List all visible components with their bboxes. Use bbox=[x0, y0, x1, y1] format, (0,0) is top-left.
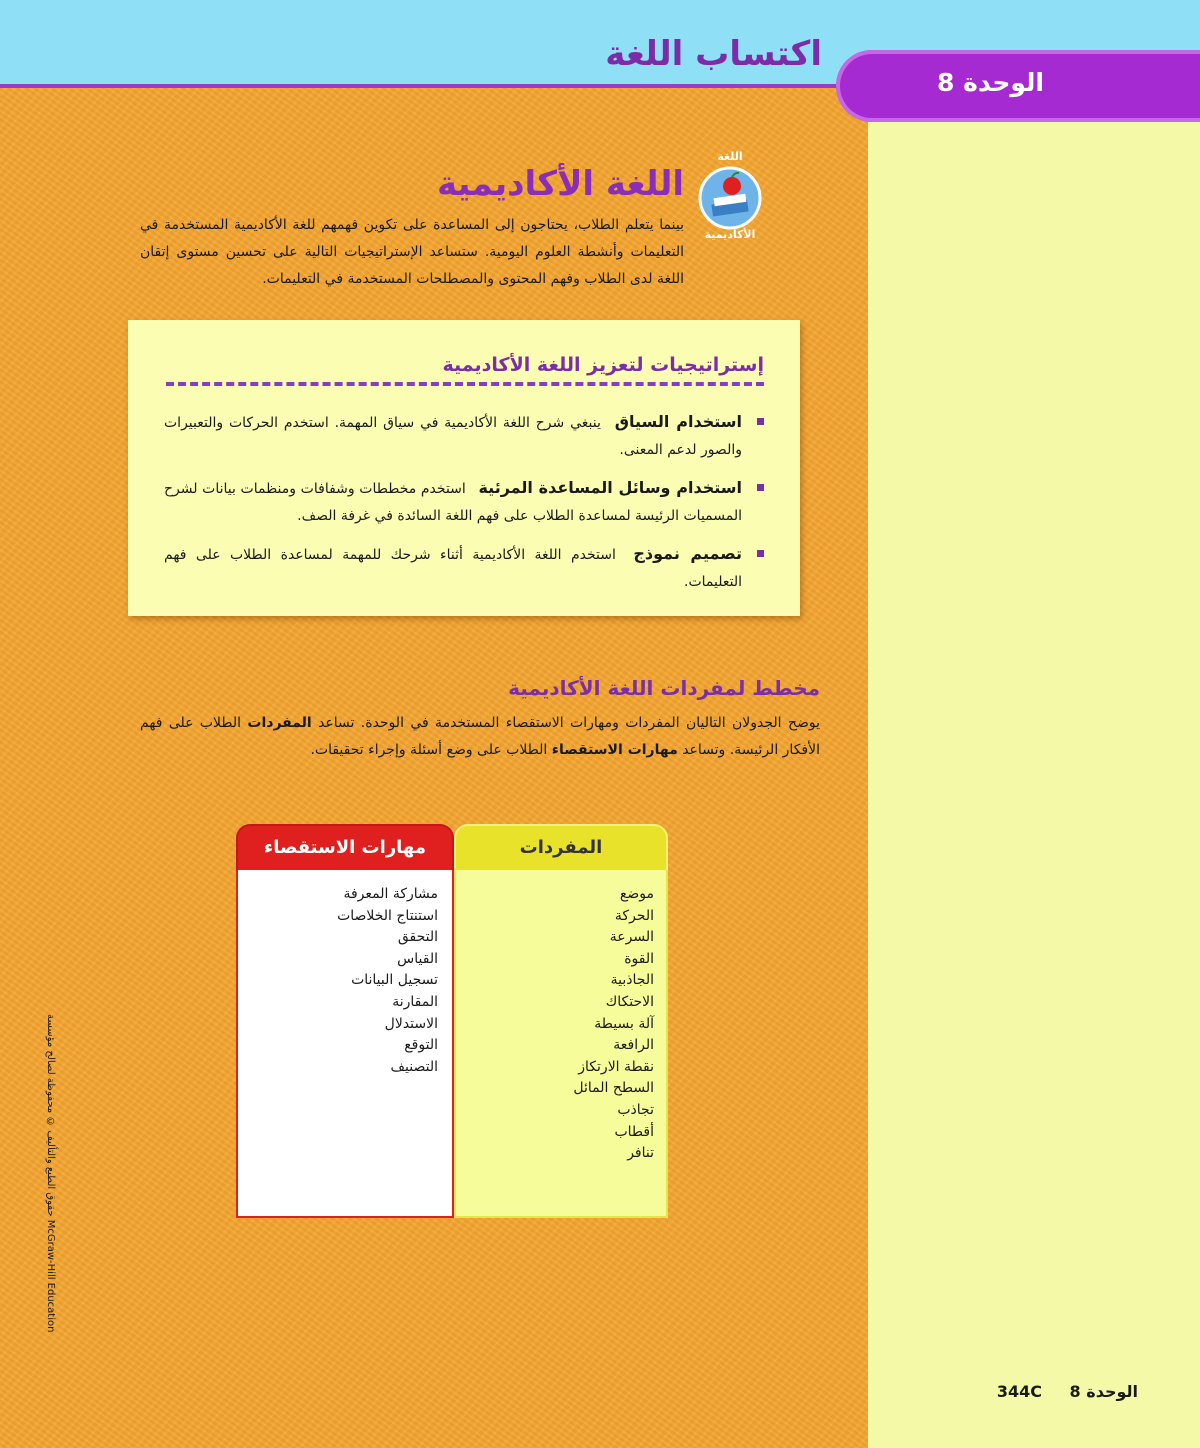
vocabulary-item: الجاذبية bbox=[610, 972, 654, 989]
strategy-term: استخدام وسائل المساعدة المرئية bbox=[478, 478, 742, 497]
bullet-square-icon bbox=[757, 484, 764, 491]
vocabulary-item: الحركة bbox=[614, 907, 654, 924]
list-item bbox=[164, 408, 764, 464]
list-item bbox=[164, 540, 764, 596]
strategies-list bbox=[164, 408, 764, 606]
vocab-heading: مخطط لمفردات اللغة الأكاديمية bbox=[508, 676, 820, 700]
inquiry-skills-header-label: مهارات الاستقصاء bbox=[264, 837, 426, 858]
vocabulary-table-header bbox=[454, 824, 668, 870]
vocabulary-item: السرعة bbox=[609, 929, 654, 946]
vocabulary-item: أقطاب bbox=[614, 1123, 654, 1140]
intro-paragraph: بينما يتعلم الطلاب، يحتاجون إلى المساعدة على تكوين فهمهم للغة الأكاديمية المستخدمة في التعليمات وأنشطة العلوم اليومية. ستساعد الإستراتيجيات التالية على تحسين مستوى إتقان اللغة لدى الطلاب وفهم المحتوى والمصطلحات المستخدمة في التعليمات. bbox=[140, 217, 684, 287]
copyright-notice: حقوق الطبع والتأليف © محفوظة لصالح مؤسسة McGraw-Hill Education bbox=[45, 1014, 56, 1333]
strategy-term: استخدام السياق bbox=[614, 412, 743, 431]
page-title: اكتساب اللغة bbox=[605, 34, 822, 74]
vocabulary-item: القوة bbox=[624, 950, 654, 967]
page-number: 344C bbox=[996, 1382, 1042, 1401]
inquiry-skills-table bbox=[236, 824, 454, 1218]
unit-tab-label: الوحدة 8 bbox=[937, 68, 1044, 97]
inquiry-skills-table-body bbox=[236, 870, 454, 1218]
vocabulary-table bbox=[454, 824, 668, 1218]
footer-unit: الوحدة 8 bbox=[1069, 1382, 1138, 1401]
vocab-para-text: يوضح الجدولان التاليان المفردات ومهارات الاستقصاء المستخدمة في الوحدة. تساعد bbox=[318, 715, 820, 731]
academic-language-icon bbox=[690, 146, 766, 242]
inquiry-skill-item: القياس bbox=[397, 950, 438, 967]
vocabulary-item: السطح المائل bbox=[573, 1080, 654, 1097]
strategy-text: ينبغي شرح اللغة الأكاديمية في سياق المهمة. استخدم الحركات والتعبيرات والصور لدعم المعنى. bbox=[164, 415, 742, 458]
badge-text-bottom: الأكاديمية bbox=[704, 228, 756, 241]
vocabulary-item: الاحتكاك bbox=[605, 993, 654, 1010]
vocab-para-bold: المفردات bbox=[247, 715, 312, 731]
section-title: اللغة الأكاديمية bbox=[437, 164, 684, 204]
inquiry-skill-item: المقارنة bbox=[392, 993, 438, 1010]
inquiry-skill-item: الاستدلال bbox=[384, 1015, 438, 1032]
vocabulary-item: تنافر bbox=[627, 1145, 654, 1162]
vocabulary-item: نقطة الارتكاز bbox=[578, 1058, 654, 1075]
vocab-paragraph bbox=[140, 710, 820, 764]
vocab-para-bold: مهارات الاستقصاء bbox=[551, 742, 678, 758]
inquiry-skill-item: التصنيف bbox=[390, 1058, 438, 1075]
title-underline bbox=[0, 84, 848, 88]
strategy-text: استخدم مخططات وشفافات ومنظمات بيانات لشرح المسميات الرئيسة لمساعدة الطلاب على فهم اللغة السائدة في غرفة الصف. bbox=[164, 481, 742, 524]
inquiry-skill-item: استنتاج الخلاصات bbox=[337, 907, 438, 924]
strategies-box bbox=[128, 320, 800, 616]
inquiry-skill-item: التوقع bbox=[404, 1037, 438, 1054]
vocab-para-text: الطلاب على فهم الأفكار الرئيسة. وتساعد bbox=[140, 715, 820, 758]
vocabulary-item: الرافعة bbox=[613, 1037, 654, 1054]
inquiry-skill-item: تسجيل البيانات bbox=[351, 972, 438, 989]
page-footer bbox=[997, 1382, 1138, 1401]
vocabulary-item: آلة بسيطة bbox=[594, 1015, 654, 1032]
margin-column bbox=[868, 120, 1200, 1448]
bullet-square-icon bbox=[757, 418, 764, 425]
vocabulary-table-body bbox=[454, 870, 668, 1218]
vocabulary-header-label: المفردات bbox=[519, 837, 603, 858]
badge-text-top: اللغة bbox=[717, 150, 743, 163]
inquiry-skills-table-header bbox=[236, 824, 454, 870]
inquiry-skill-item: التحقق bbox=[397, 929, 438, 946]
inquiry-skill-item: مشاركة المعرفة bbox=[343, 886, 438, 902]
strategy-term: تصميم نموذج bbox=[633, 544, 742, 563]
vocabulary-item: موضع bbox=[619, 886, 654, 902]
vocab-para-text: الطلاب على وضع أسئلة وإجراء تحقيقات. bbox=[310, 742, 548, 758]
vocabulary-item: تجاذب bbox=[617, 1101, 654, 1118]
strategy-text: استخدم اللغة الأكاديمية أثناء شرحك للمهمة لمساعدة الطلاب على فهم التعليمات. bbox=[164, 547, 742, 590]
dashed-divider bbox=[166, 382, 764, 386]
list-item bbox=[164, 474, 764, 530]
strategies-title: إستراتيجيات لتعزيز اللغة الأكاديمية bbox=[442, 354, 764, 376]
bullet-square-icon bbox=[757, 550, 764, 557]
